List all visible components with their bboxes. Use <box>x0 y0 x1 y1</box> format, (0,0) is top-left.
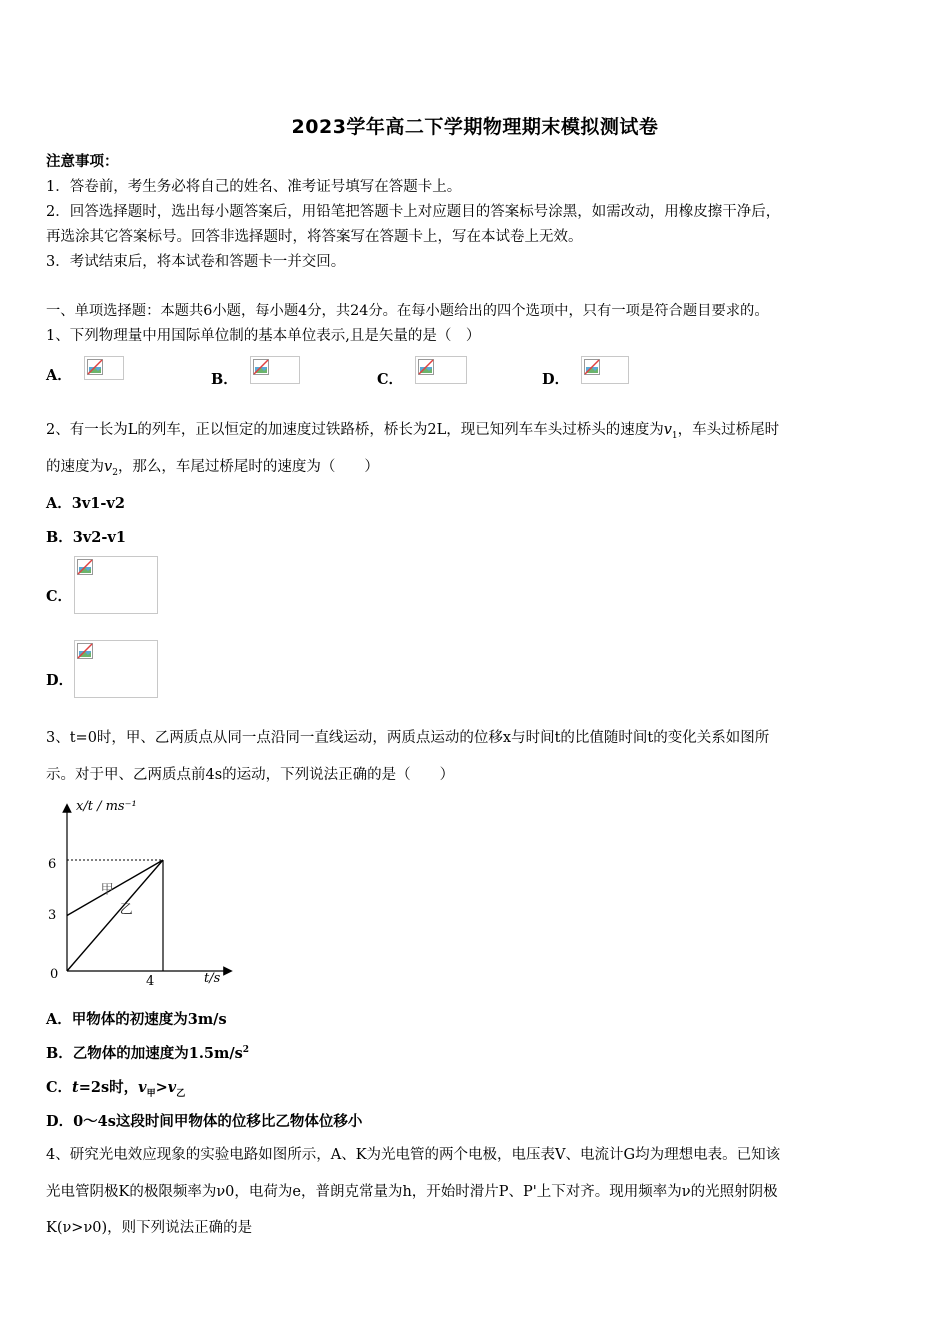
q2-v1: v <box>663 422 672 438</box>
q3-option-c-t: t <box>72 1079 79 1096</box>
broken-image-icon <box>253 359 269 375</box>
q2-stem-text-2: ，车头过桥尾时 <box>677 422 780 438</box>
q3-chart <box>40 796 240 992</box>
q1-option-a-image <box>84 356 124 380</box>
broken-image-icon <box>87 359 103 375</box>
notice-item-2b: 再选涂其它答案标号。回答非选择题时，将答案写在答题卡上，写在本试卷上无效。 <box>46 229 583 245</box>
q3-option-c-mid: =2s时， <box>78 1079 139 1096</box>
q4-stem-line-3: K(ν>ν0)，则下列说法正确的是 <box>46 1220 253 1236</box>
q3-stem-line-1: 3、t=0时，甲、乙两质点从同一点沿同一直线运动，两质点运动的位移x与时间t的比值随时间t的变化关系如图所 <box>46 730 770 746</box>
chart-xtick-4: 4 <box>146 974 155 989</box>
q2-option-d-label[interactable]: D． <box>46 672 74 689</box>
q3-option-c-v2: v <box>167 1079 177 1096</box>
notice-item-2a: 2．回答选择题时，选出每小题答案后，用铅笔把答题卡上对应题目的答案标号涂黑，如需改动，用橡皮擦干净后， <box>46 204 781 220</box>
q2-v2: v <box>104 459 113 475</box>
chart-series-jia-line <box>67 860 163 916</box>
q1-option-d-label: D． <box>542 371 570 388</box>
q2-option-c-image <box>74 556 158 614</box>
broken-image-icon <box>584 359 600 375</box>
q2-option-a-text: 3v1-v2 <box>71 495 125 512</box>
q2-v1-sub: 1 <box>671 430 678 441</box>
q1-option-b-label: B． <box>211 371 238 388</box>
q2-option-d-image <box>74 640 158 698</box>
q2-stem-line-1 <box>46 420 779 446</box>
q2-option-a[interactable] <box>46 492 125 513</box>
broken-image-icon <box>418 359 434 375</box>
q2-stem-line-2 <box>46 457 379 483</box>
q3-option-c-gt: > <box>155 1079 168 1096</box>
q3-option-c-sub2: 乙 <box>176 1088 186 1099</box>
chart-ytick-0: 0 <box>50 967 59 982</box>
q2-stem-text-1: 2、有一长为L的列车，正以恒定的加速度过铁路桥，桥长为2L，现已知列车车头过桥头的速度为 <box>46 422 664 438</box>
broken-image-icon <box>77 643 93 659</box>
q1-stem: 1、下列物理量中用国际单位制的基本单位表示,且是矢量的是（ ） <box>46 328 481 344</box>
q2-option-b[interactable] <box>46 526 126 547</box>
q2-stem-text-4: ，那么，车尾过桥尾时的速度为（ ） <box>117 459 379 475</box>
q2-option-b-label: B． <box>46 529 73 546</box>
q3-option-b[interactable] <box>46 1042 249 1063</box>
chart-series-yi-line <box>67 860 163 971</box>
chart-series-yi-label: 乙 <box>119 902 133 918</box>
chart-xlabel: t/s <box>204 971 221 986</box>
q3-option-c-v1: v <box>138 1079 147 1096</box>
notice-item-3: 3．考试结束后，将本试卷和答题卡一并交回。 <box>46 254 346 270</box>
q3-option-c-sub1: 甲 <box>146 1088 156 1099</box>
q1-option-c[interactable] <box>377 356 467 390</box>
chart-ylabel: x/t / ms⁻¹ <box>76 799 137 814</box>
q2-v2-sub: 2 <box>112 467 118 478</box>
notice-heading: 注意事项： <box>46 153 119 170</box>
q3-option-b-text: B．乙物体的加速度为1.5m/s <box>46 1045 243 1062</box>
q3-option-a[interactable]: A．甲物体的初速度为3m/s <box>46 1011 227 1028</box>
broken-image-icon <box>77 559 93 575</box>
q1-option-d-image <box>581 356 629 384</box>
q4-stem-line-1: 4、研究光电效应现象的实验电路如图所示，A、K为光电管的两个电极，电压表V、电流计G均为理想电表。已知该 <box>46 1147 781 1163</box>
chart-ytick-6: 6 <box>48 857 57 872</box>
q2-stem-text-3: 的速度为 <box>46 459 104 475</box>
q1-option-b-image <box>250 356 300 384</box>
q1-option-a[interactable] <box>46 356 124 386</box>
q3-option-c-label: C． <box>46 1079 73 1096</box>
chart-ytick-3: 3 <box>48 908 57 923</box>
q1-option-c-label: C． <box>377 371 404 388</box>
q1-option-c-image <box>415 356 467 384</box>
chart-series-jia-label: 甲 <box>100 882 114 898</box>
q3-option-b-sup: 2 <box>242 1045 250 1056</box>
q4-stem-line-2: 光电管阴极K的极限频率为ν0，电荷为e，普朗克常量为h，开始时滑片P、P'上下对齐。现用频率为ν的光照射阴极 <box>46 1184 778 1200</box>
exam-title: 2023学年高二下学期物理期末模拟测试卷 <box>291 116 659 138</box>
q2-option-b-text: 3v2-v1 <box>72 529 126 546</box>
section-1-heading: 一、单项选择题：本题共6小题，每小题4分，共24分。在每小题给出的四个选项中，只有一项是符合题目要求的。 <box>46 303 769 319</box>
q1-option-a-label: A． <box>46 367 72 384</box>
notice-item-1: 1．答卷前，考生务必将自己的姓名、准考证号填写在答题卡上。 <box>46 179 462 195</box>
q3-option-d[interactable]: D．0～4s这段时间甲物体的位移比乙物体位移小 <box>46 1113 363 1130</box>
q3-stem-line-2: 示。对于甲、乙两质点前4s的运动，下列说法正确的是（ ） <box>46 767 455 783</box>
q1-option-d[interactable] <box>542 356 629 390</box>
q1-option-b[interactable] <box>211 356 300 390</box>
q2-option-c-label[interactable]: C． <box>46 588 73 605</box>
q2-option-a-label: A． <box>46 495 72 512</box>
q3-option-c[interactable] <box>46 1076 185 1099</box>
